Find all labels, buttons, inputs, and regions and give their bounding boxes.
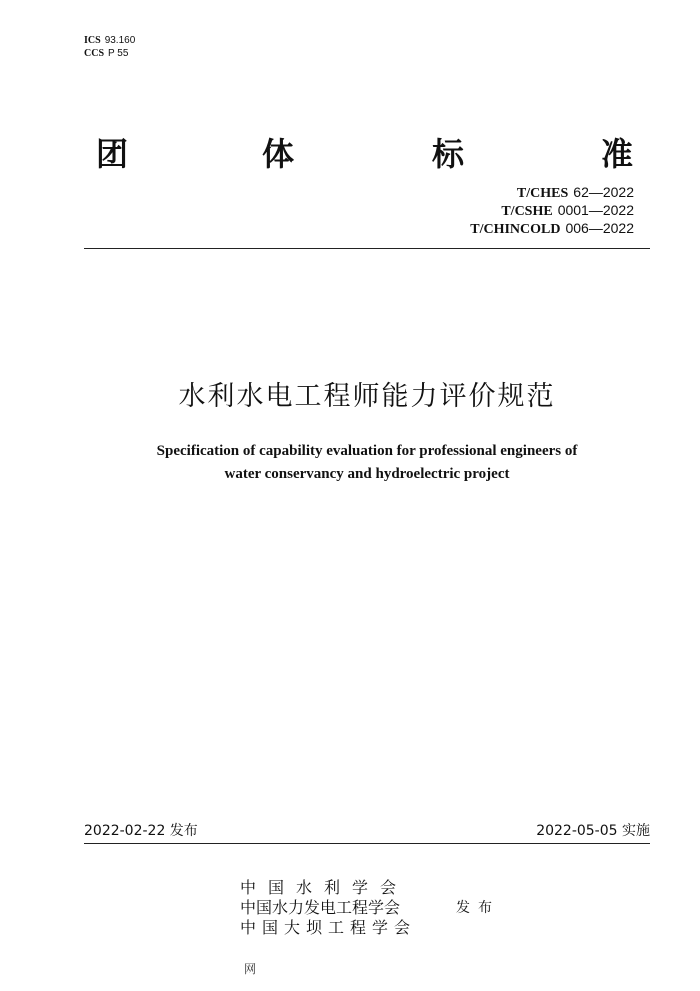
issuer-chincold: 中国大坝工程学会: [240, 918, 417, 937]
ccs-value: P 55: [108, 48, 129, 59]
standard-numbers: [470, 184, 634, 238]
ics-value: 93.160: [104, 35, 136, 46]
standard-type-char-2: 体: [262, 135, 295, 173]
standard-number-org: T/CHES: [516, 186, 569, 201]
standard-number-value: 006—2022: [565, 220, 634, 236]
publish-date: 2022-02-22 发布: [84, 823, 198, 839]
issuer-ches: 中国水利学会: [240, 878, 409, 897]
ccs-code: [84, 47, 135, 60]
issuing-organizations: [240, 878, 416, 938]
title-english-line-1: Specification of capability evaluation for professional engineers of: [156, 443, 578, 459]
title-english-line-2: water conservancy and hydroelectric project: [224, 466, 510, 482]
footer-divider: [84, 843, 650, 844]
watermark-text: 网: [244, 962, 257, 976]
ics-code: [84, 34, 135, 47]
implement-date: 2022-05-05 实施: [536, 823, 650, 839]
document-title-english: [0, 440, 700, 486]
issue-action: 发布: [456, 900, 500, 916]
document-title-chinese: 水利水电工程师能力评价规范: [178, 381, 556, 412]
issuer-cshe: 中国水力发电工程学会: [240, 898, 401, 917]
standard-number-org: T/CHINCOLD: [470, 222, 561, 237]
standard-type-char-4: 准: [601, 135, 634, 173]
standard-number-ches: [470, 184, 634, 202]
standard-type-char-1: 团: [96, 135, 129, 173]
standard-type-heading: [84, 134, 644, 174]
standard-number-chincold: [470, 220, 634, 238]
standard-number-value: 62—2022: [573, 184, 634, 200]
standard-number-value: 0001—2022: [557, 202, 634, 218]
standard-type-char-3: 标: [432, 135, 465, 173]
header-divider: [84, 248, 650, 249]
standard-number-org: T/CSHE: [501, 204, 553, 219]
ccs-label: CCS: [84, 48, 105, 59]
ics-label: ICS: [84, 35, 101, 46]
standard-number-cshe: [470, 202, 634, 220]
classification-codes: [84, 34, 135, 60]
